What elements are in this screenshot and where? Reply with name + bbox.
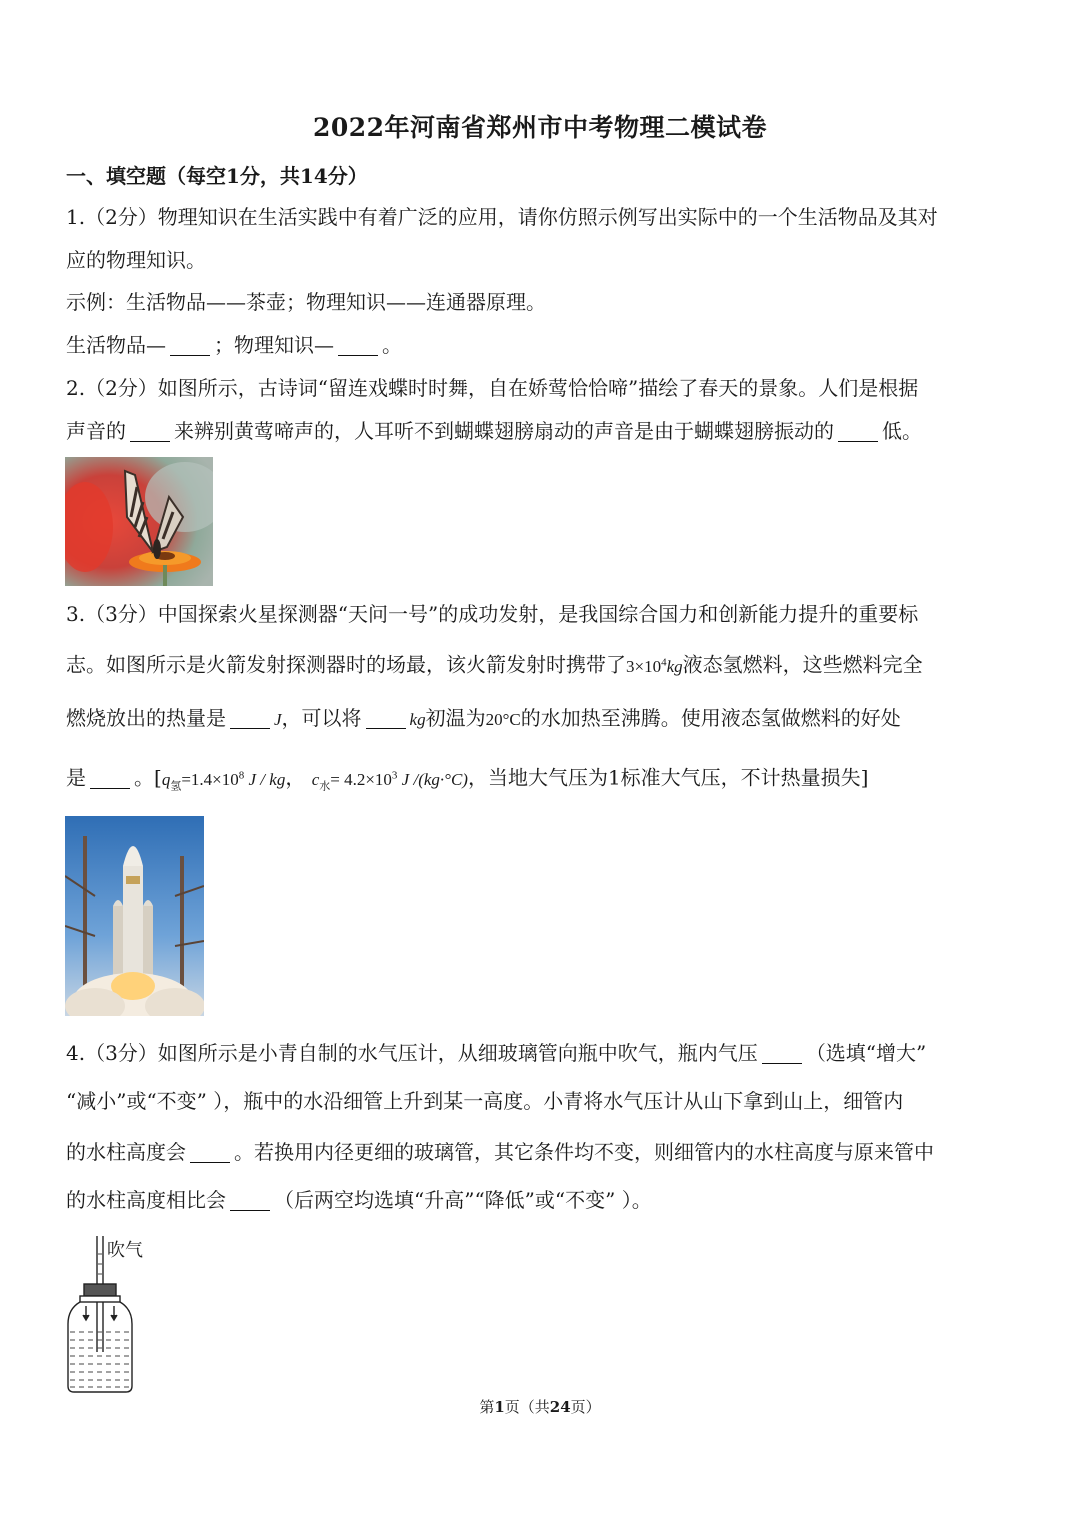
q2-line1: 2.（2分）如图所示，古诗词“留连戏蝶时时舞，自在娇莺恰恰啼”描绘了春天的景象。人们是根据 — [66, 376, 919, 400]
q3-text-2a: 志。如图所示是火箭发射探测器时的场最，该火箭发射时携带了 — [66, 652, 626, 677]
footer-suffix: 页） — [570, 1398, 601, 1416]
q3-q-unit: J / kg — [248, 769, 286, 789]
page-title: 2022年河南省郑州市中考物理二模试卷 — [312, 113, 768, 142]
q3-c-val: = 4.2×10 — [330, 769, 392, 789]
q3-blank-1[interactable] — [230, 708, 270, 729]
q3-line3 — [66, 704, 901, 734]
q3-mass-exp: 4 — [661, 656, 667, 668]
q3-line1: 3.（3分）中国探索火星探测器“天问一号”的成功发射，是我国综合国力和创新能力提升的重要标 — [66, 602, 919, 626]
q3-text-3d: 的水加热至沸腾。使用液态氢做燃料的好处 — [520, 706, 901, 730]
q1-answer-c: 。 — [382, 333, 402, 357]
q3-text-3c: 初温为 — [425, 706, 486, 730]
q2-line2 — [66, 417, 922, 445]
q3-c-unit: J /(kg·°C) — [401, 769, 468, 789]
q4-blank-1[interactable] — [762, 1043, 802, 1064]
q1-blank-2[interactable] — [338, 335, 378, 356]
q3-line2 — [66, 648, 923, 681]
q4-text-4a: 的水柱高度相比会 — [66, 1188, 226, 1212]
barometer-diagram — [64, 1234, 164, 1396]
q4-blank-3[interactable] — [230, 1190, 270, 1211]
q3-text-3b: ，可以将 — [281, 706, 362, 730]
footer-total-pages: 24 — [549, 1398, 571, 1416]
q3-temp: 20°C — [485, 710, 521, 729]
q3-sep: ， — [285, 765, 306, 790]
q3-unit-j: J — [274, 710, 282, 729]
q1-example: 示例：生活物品——茶壶；物理知识——连通器原理。 — [66, 290, 546, 314]
diagram-label: 吹气 — [107, 1240, 143, 1261]
q3-mass-unit: kg — [666, 656, 683, 676]
q1-answer-line — [66, 331, 402, 359]
q1-answer-b: ；物理知识— — [214, 333, 334, 357]
q4-blank-2[interactable] — [190, 1142, 230, 1163]
q4-text-4b: （后两空均选填“升高”“降低”或“不变” ）。 — [274, 1188, 652, 1212]
q2-text-c: 低。 — [882, 419, 922, 443]
q3-q-formula — [161, 769, 286, 793]
q3-text-2b: 液态氢燃料，这些燃料完全 — [682, 652, 923, 677]
q3-c-sub: 水 — [319, 780, 331, 793]
q4-text-3a: 的水柱高度会 — [66, 1140, 186, 1164]
q3-text-4a: 是 — [66, 765, 86, 790]
q4-text-3b: 。若换用内径更细的玻璃管，其它条件均不变，则细管内的水柱高度与原来管中 — [234, 1140, 934, 1164]
q2-blank-2[interactable] — [838, 421, 878, 442]
q3-text-4b: 。[ — [134, 765, 162, 790]
q3-blank-3[interactable] — [90, 768, 130, 789]
rocket-image — [65, 816, 204, 1016]
q4-line1 — [66, 1039, 926, 1067]
q3-c-sym: c — [311, 769, 320, 789]
footer-page-number: 1 — [494, 1398, 505, 1416]
q3-line4 — [66, 761, 868, 800]
q2-text-b: 来辨别黄莺啼声的，人耳听不到蝴蝶翅膀扇动的声音是由于蝴蝶翅膀振动的 — [174, 419, 834, 443]
page-footer — [0, 1396, 1080, 1417]
q4-text-1b: （选填“增大” — [805, 1041, 927, 1065]
section-heading: 一、填空题（每空1分，共14分） — [66, 164, 368, 188]
q1-line1: 1.（2分）物理知识在生活实践中有着广泛的应用，请你仿照示例写出实际中的一个生活物品及其对 — [66, 205, 938, 229]
q3-c-exp: 3 — [391, 769, 398, 781]
q4-line4 — [66, 1186, 652, 1214]
q3-unit-kg: kg — [409, 710, 426, 729]
footer-middle: 页（共 — [504, 1398, 550, 1416]
q3-q-sym: q — [161, 769, 171, 789]
q3-q-exp: 8 — [238, 769, 245, 781]
q1-blank-1[interactable] — [170, 335, 210, 356]
butterfly-image — [65, 457, 213, 586]
q3-text-3a: 燃烧放出的热量是 — [66, 706, 226, 730]
footer-prefix: 第 — [479, 1398, 495, 1416]
q2-text-a: 声音的 — [66, 419, 126, 443]
q3-q-sub: 氢 — [170, 780, 182, 793]
q3-mass — [626, 657, 683, 676]
q4-line2: “减小”或“不变” ），瓶中的水沿细管上升到某一高度。小青将水气压计从山下拿到山上，细管内 — [66, 1089, 904, 1113]
q4-line3 — [66, 1138, 934, 1166]
q3-text-4c: ，当地大气压为1标准大气压，不计热量损失] — [467, 765, 869, 790]
q1-line2: 应的物理知识。 — [66, 248, 206, 272]
q3-mass-base: 3×10 — [626, 656, 662, 676]
q2-blank-1[interactable] — [130, 421, 170, 442]
q4-text-1a: 4.（3分）如图所示是小青自制的水气压计，从细玻璃管向瓶中吹气，瓶内气压 — [66, 1041, 758, 1065]
q3-q-val: =1.4×10 — [181, 769, 239, 789]
q3-c-formula — [311, 769, 468, 793]
q3-blank-2[interactable] — [366, 708, 406, 729]
q1-answer-a: 生活物品— — [66, 333, 166, 357]
